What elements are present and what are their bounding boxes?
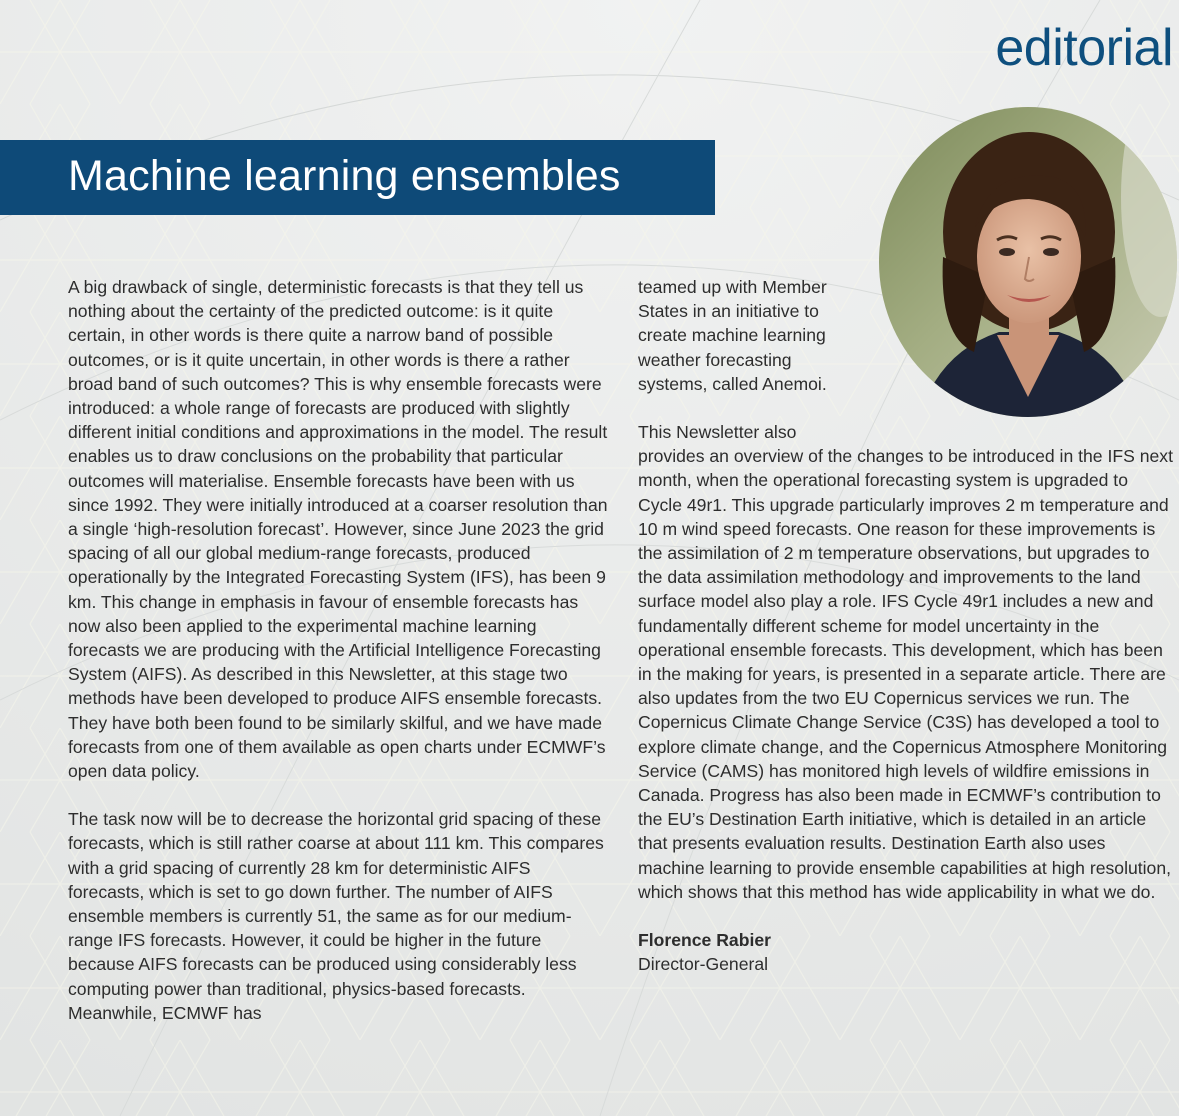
paragraph-lead: This Newsletter also: [638, 422, 797, 443]
paragraph-continuation: teamed up with Member States in an initiative to create machine learning weather forecasting systems, called Anemoi.: [638, 277, 827, 394]
signature-role: Director-General: [638, 954, 769, 975]
paragraph-grid-spacing: The task now will be to decrease the horizontal grid spacing of these forecasts, which is still rather coarse at about 111 km. This compares with a grid spacing of currently 28 km for deterministic AIFS forecasts, which is set to go down further. The number of AIFS ensemble members is currently 51, the same as for our medium-range IFS forecasts. However, it could be higher in the future because AIFS forecasts can be produced using considerably less computing power than traditional, physics-based forecasts. Meanwhile, ECMWF has: [68, 809, 604, 1023]
article-title: Machine learning ensembles: [68, 152, 621, 200]
signature-name: Florence Rabier: [638, 930, 771, 951]
section-label: editorial: [995, 19, 1173, 77]
right-column: [638, 275, 1174, 976]
paragraph-newsletter-overview: provides an overview of the changes to be introduced in the IFS next month, when the operational forecasting system is upgraded to Cycle 49r1. This upgrade particularly improves 2 m temperature and 10 m wind speed forecasts. One reason for these improvements is the assimilation of 2 m temperature observations, but upgrades to the data assimilation methodology and improvements to the land surface model also play a role. IFS Cycle 49r1 includes a new and fundamentally different scheme for model uncertainty in the operational ensemble forecasts. This development, which has been in the making for years, is presented in a separate article. There are also updates from the two EU Copernicus services we run. The Copernicus Climate Change Service (C3S) has developed a tool to explore climate change, and the Copernicus Atmosphere Monitoring Service (CAMS) has monitored high levels of wildfire emissions in Canada. Progress has also been made in ECMWF’s contribution to the EU’s Destination Earth initiative, which is detailed in an article that presents evaluation results. Destination Earth also uses machine learning to provide ensemble capabilities at high resolution, which shows that this method has wide applicability in what we do.: [638, 446, 1173, 902]
left-column: [68, 275, 608, 1025]
paragraph-ensembles-intro: A big drawback of single, deterministic forecasts is that they tell us nothing about the certainty of the predicted outcome: is it quite certain, in other words is there quite a narrow band of possible outcomes, or is it quite uncertain, in other words is there a rather broad band of such outcomes? This is why ensemble forecasts were introduced: a whole range of forecasts are produced with slightly different initial conditions and approximations in the model. The result enables us to draw conclusions on the probability that particular outcomes will materialise. Ensemble forecasts have been with us since 1992. They were initially introduced at a coarser resolution than a single ‘high-resolution forecast’. However, since June 2023 the grid spacing of all our global medium-range forecasts, produced operationally by the Integrated Forecasting System (IFS), has been 9 km. This change in emphasis in favour of ensemble forecasts has now also been applied to the experimental machine learning forecasts we are producing with the Artificial Intelligence Forecasting System (AIFS). As described in this Newsletter, at this stage two methods have been developed to produce AIFS ensemble forecasts. They have both been found to be similarly skilful, and we have made forecasts from one of them available as open charts under ECMWF’s open data policy.: [68, 277, 608, 782]
